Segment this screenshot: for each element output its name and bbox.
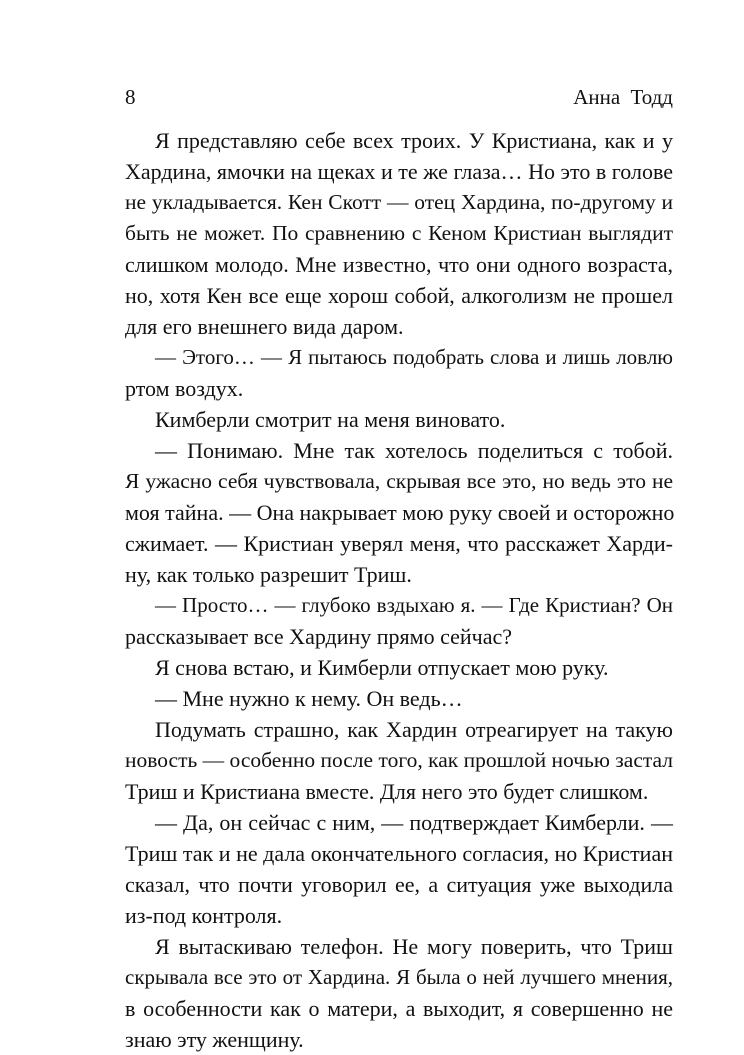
text-line: Подумать страшно, как Хардин отреагирует на такую — [155, 717, 673, 742]
text-line: Хардина, ямочки на щеках и те же глаза… Но это в голове — [125, 159, 673, 184]
text-line: быть не может. По сравнению с Кеном Кристиан выглядит — [125, 221, 673, 245]
text-line: — Мне нужно к нему. Он ведь… — [155, 686, 463, 711]
text-line: но, хотя Кен все еще хорош собой, алкоголизм не прошел — [125, 283, 673, 308]
text-line: Я снова встаю, и Кимберли отпускает мою руку. — [155, 655, 609, 680]
text-line: для его внешнего вида даром. — [125, 314, 404, 339]
text-line: — Этого… — Я пытаюсь подобрать слова и лишь ловлю — [155, 345, 673, 369]
text-line: Я вытаскиваю телефон. Не могу поверить, что Триш — [155, 934, 673, 959]
page-number: 8 — [125, 85, 136, 109]
text-line: ртом воздух. — [125, 376, 244, 401]
text-line: слишком молодо. Мне известно, что они одного возраста, — [125, 252, 673, 277]
body-text — [125, 125, 673, 1055]
text-line: новость — особенно после того, как прошлой ночью застал — [125, 748, 673, 772]
text-line: — Да, он сейчас с ним, — подтверждает Кимберли. — — [155, 810, 673, 835]
text-line: Кимберли смотрит на меня виновато. — [155, 407, 506, 432]
text-line: моя тайна. — Она накрывает мою руку своей и осторожно — [125, 500, 675, 525]
running-head-author: Анна Тодд — [573, 85, 673, 109]
text-line: Я ужасно себя чувствовала, скрывая все это, но ведь это не — [125, 469, 673, 493]
text-line: Триш так и не дала окончательного согласия, но Кристиан — [125, 841, 673, 866]
text-line: из-под контроля. — [125, 903, 283, 928]
text-line: рассказывает все Хардину прямо сейчас? — [125, 624, 513, 649]
text-line: скрывала все это от Хардина. Я была о ней лучшего мнения, — [125, 965, 673, 989]
text-line: — Понимаю. Мне так хотелось поделиться с тобой. — [155, 438, 673, 463]
text-line: не укладывается. Кен Скотт — отец Хардина, по-другому и — [125, 190, 673, 214]
text-line: сжимает. — Кристиан уверял меня, что расскажет Харди- — [125, 531, 673, 556]
page-header — [125, 82, 673, 112]
text-line: в особенности как о матери, а выходит, я совершенно не — [125, 996, 673, 1021]
text-line: Я представляю себе всех троих. У Кристиана, как и у — [155, 128, 673, 153]
text-line: знаю эту женщину. — [125, 1027, 304, 1052]
text-line: — Просто… — глубоко вздыхаю я. — Где Кристиан? Он — [155, 593, 673, 617]
text-line: сказал, что почти уговорил ее, а ситуация уже выходила — [125, 872, 673, 897]
text-line: ну, как только разрешит Триш. — [125, 562, 412, 587]
text-line: Триш и Кристиана вместе. Для него это будет слишком. — [125, 779, 649, 804]
